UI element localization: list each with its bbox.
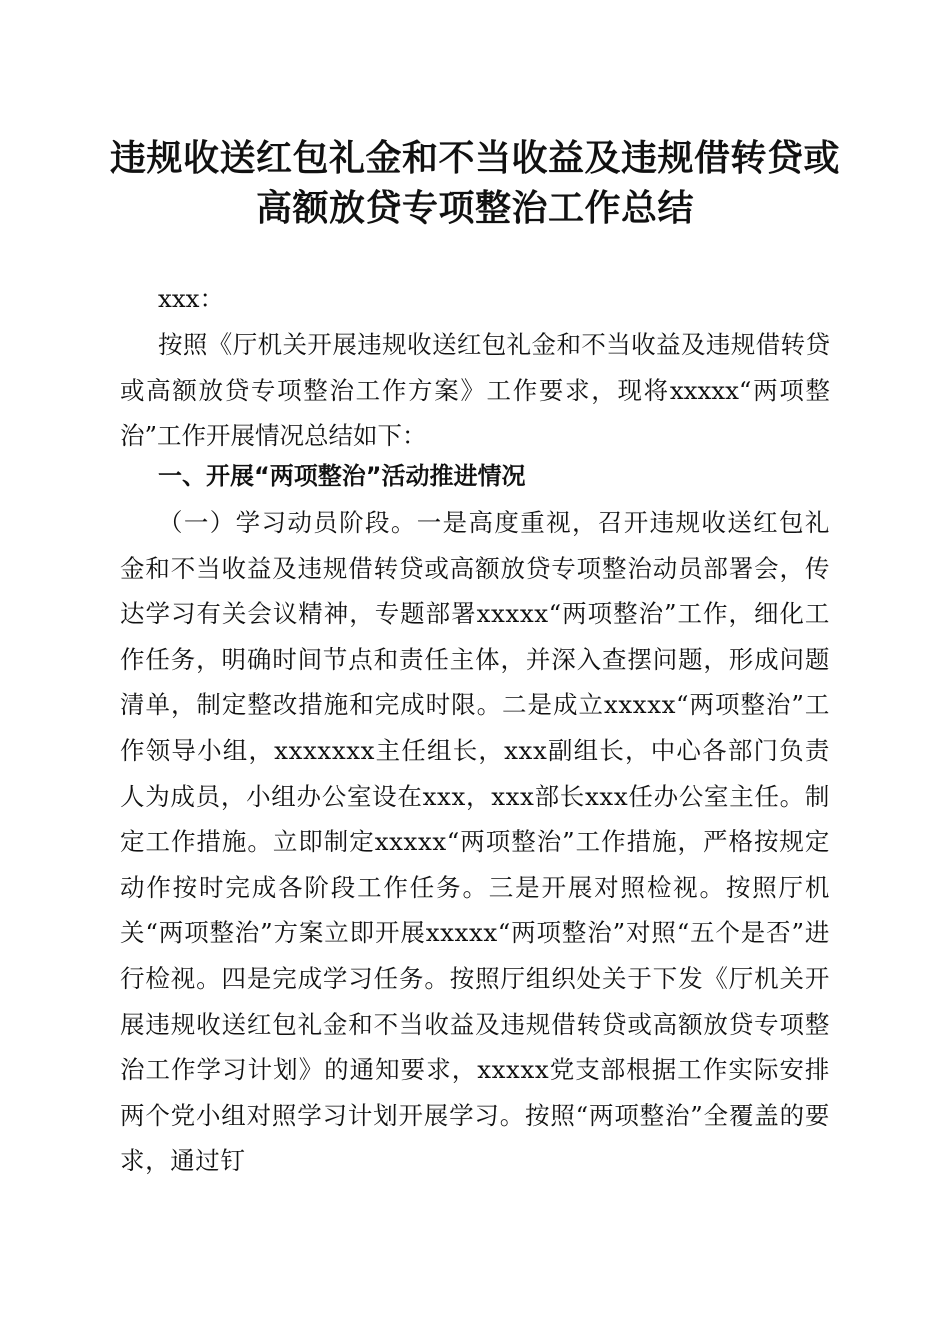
document-title-line-1: 违规收送红包礼金和不当收益及违规借转贷或 [110,137,841,179]
document-title-line-2: 高额放贷专项整治工作总结 [255,187,694,229]
section-1-heading: 一、开展“两项整治”活动推进情况 [158,462,526,490]
intro-paragraph: 按照《厅机关开展违规收送红包礼金和不当收益及违规借转贷或高额放贷专项整治工作方案》工作要求，现将xxxxx“两项整治”工作开展情况总结如下： [120,330,830,451]
section-1-paragraph-1: （一）学习动员阶段。一是高度重视，召开违规收送红包礼金和不当收益及违规借转贷或高额放贷专项整治动员部署会，传达学习有关会议精神，专题部署xxxxx“两项整治”工作，细化工作任务，明确时间节点和责任主体，并深入查摆问题，形成问题清单，制定整改措施和完成时限。二是成立xxxxx“两项整治”工作领导小组，xxxxxxx主任组长，xxx副组长，中心各部门负责人为成员，小组办公室设在xxx，xxx部长xxx任办公室主任。制定工作措施。立即制定xxxxx“两项整治”工作措施，严格按规定动作按时完成各阶段工作任务。三是开展对照检视。按照厅机关“两项整治”方案立即开展xxxxx“两项整治”对照“五个是否”进行检视。四是完成学习任务。按照厅组织处关于下发《厅机关开展违规收送红包礼金和不当收益及违规借转贷或高额放贷专项整治工作学习计划》的通知要求，xxxxx党支部根据工作实际安排两个党小组对照学习计划开展学习。按照“两项整治”全覆盖的要求，通过钉 [120,508,830,1176]
salutation: xxx： [158,284,224,313]
